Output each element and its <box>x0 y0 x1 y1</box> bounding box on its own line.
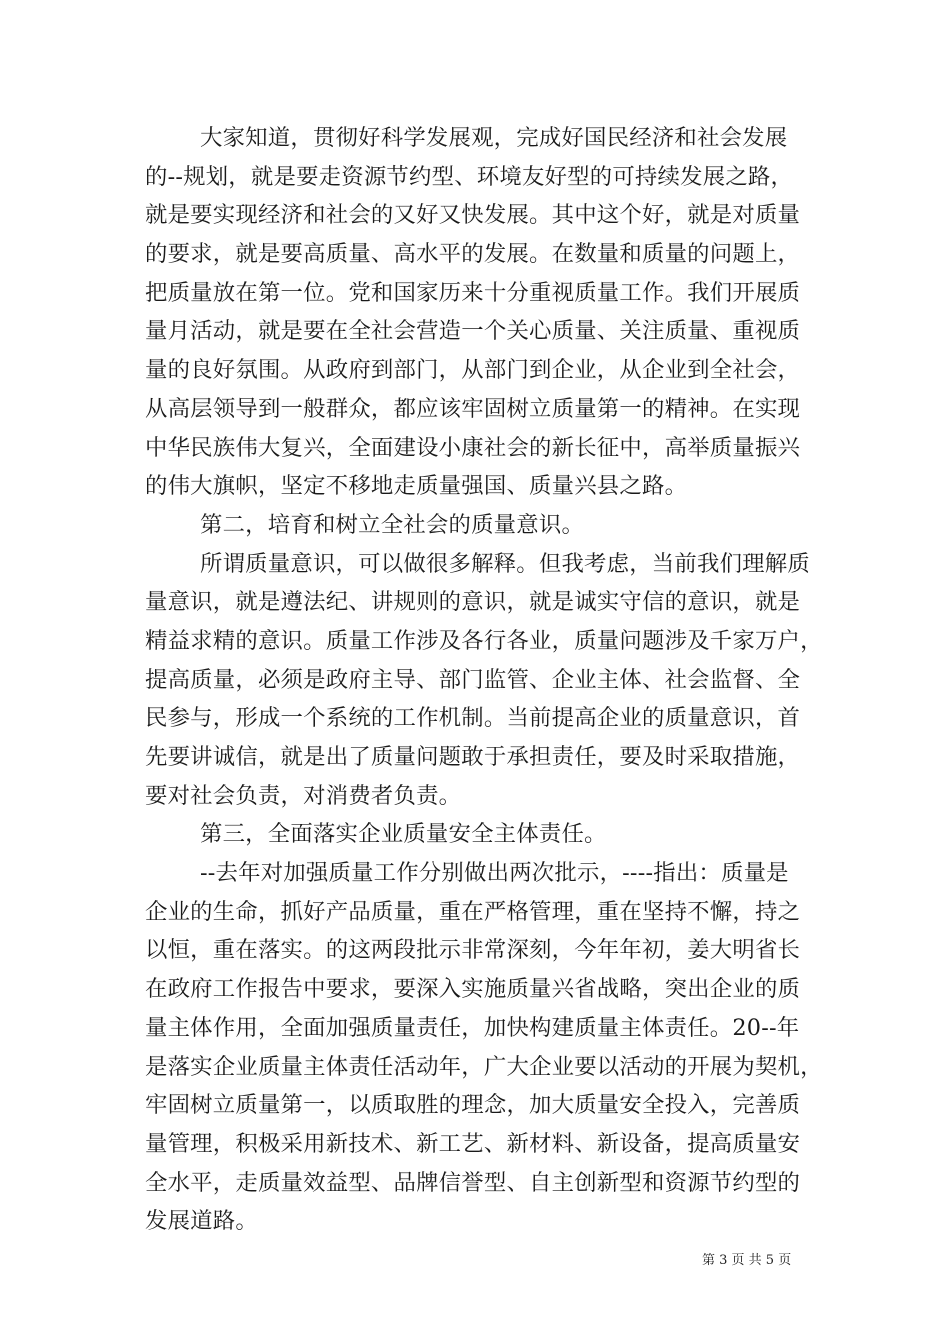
text-line: 提高质量，必须是政府主导、部门监管、企业主体、社会监督、全 <box>145 666 801 693</box>
text-line: 量主体作用，全面加强质量责任，加快构建质量主体责任。20--年 <box>145 1014 800 1041</box>
text-line: 是落实企业质量主体责任活动年，广大企业要以活动的开展为契机， <box>145 1053 823 1080</box>
text-line: 的伟大旗帜，坚定不移地走质量强国、质量兴县之路。 <box>145 473 688 500</box>
text-line: 所谓质量意识，可以做很多解释。但我考虑，当前我们理解质 <box>200 550 810 577</box>
text-line: --去年对加强质量工作分别做出两次批示，----指出：质量是 <box>200 860 789 887</box>
text-line: 就是要实现经济和社会的又好又快发展。其中这个好，就是对质量 <box>145 202 801 229</box>
text-line: 量意识，就是遵法纪、讲规则的意识，就是诚实守信的意识，就是 <box>145 589 801 616</box>
text-line: 量管理，积极采用新技术、新工艺、新材料、新设备，提高质量安 <box>145 1130 801 1157</box>
text-line: 量的良好氛围。从政府到部门，从部门到企业，从企业到全社会， <box>145 357 801 384</box>
text-line: 要对社会负责，对消费者负责。 <box>145 782 462 809</box>
text-line: 以恒，重在落实。的这两段批示非常深刻，今年年初，姜大明省长 <box>145 937 801 964</box>
text-line: 从高层领导到一般群众，都应该牢固树立质量第一的精神。在实现 <box>145 395 801 422</box>
text-line: 全水平，走质量效益型、品牌信誉型、自主创新型和资源节约型的 <box>145 1169 801 1196</box>
text-line: 把质量放在第一位。党和国家历来十分重视质量工作。我们开展质 <box>145 279 801 306</box>
text-line: 第三，全面落实企业质量安全主体责任。 <box>200 821 607 848</box>
text-line: 企业的生命，抓好产品质量，重在严格管理，重在坚持不懈，持之 <box>145 898 801 925</box>
text-line: 中华民族伟大复兴，全面建设小康社会的新长征中，高举质量振兴 <box>145 434 801 461</box>
text-line: 第二，培育和树立全社会的质量意识。 <box>200 511 585 538</box>
page-number-footer: 第 3 页 共 5 页 <box>702 1253 792 1268</box>
text-line: 先要讲诚信，就是出了质量问题敢于承担责任，要及时采取措施， <box>145 744 801 770</box>
text-line: 量月活动，就是要在全社会营造一个关心质量、关注质量、重视质 <box>145 318 801 345</box>
document-body <box>145 119 823 1241</box>
text-line: 的--规划，就是要走资源节约型、环境友好型的可持续发展之路， <box>145 163 794 190</box>
text-line: 在政府工作报告中要求，要深入实施质量兴省战略，突出企业的质 <box>145 976 801 1003</box>
text-line: 大家知道，贯彻好科学发展观，完成好国民经济和社会发展 <box>200 125 788 151</box>
text-line: 民参与，形成一个系统的工作机制。当前提高企业的质量意识，首 <box>145 705 801 732</box>
text-line: 发展道路。 <box>145 1208 258 1235</box>
text-line: 的要求，就是要高质量、高水平的发展。在数量和质量的问题上， <box>145 241 801 268</box>
text-line: 精益求精的意识。质量工作涉及各行各业，质量问题涉及千家万户， <box>145 627 823 654</box>
text-line: 牢固树立质量第一，以质取胜的理念，加大质量安全投入，完善质 <box>145 1092 801 1119</box>
